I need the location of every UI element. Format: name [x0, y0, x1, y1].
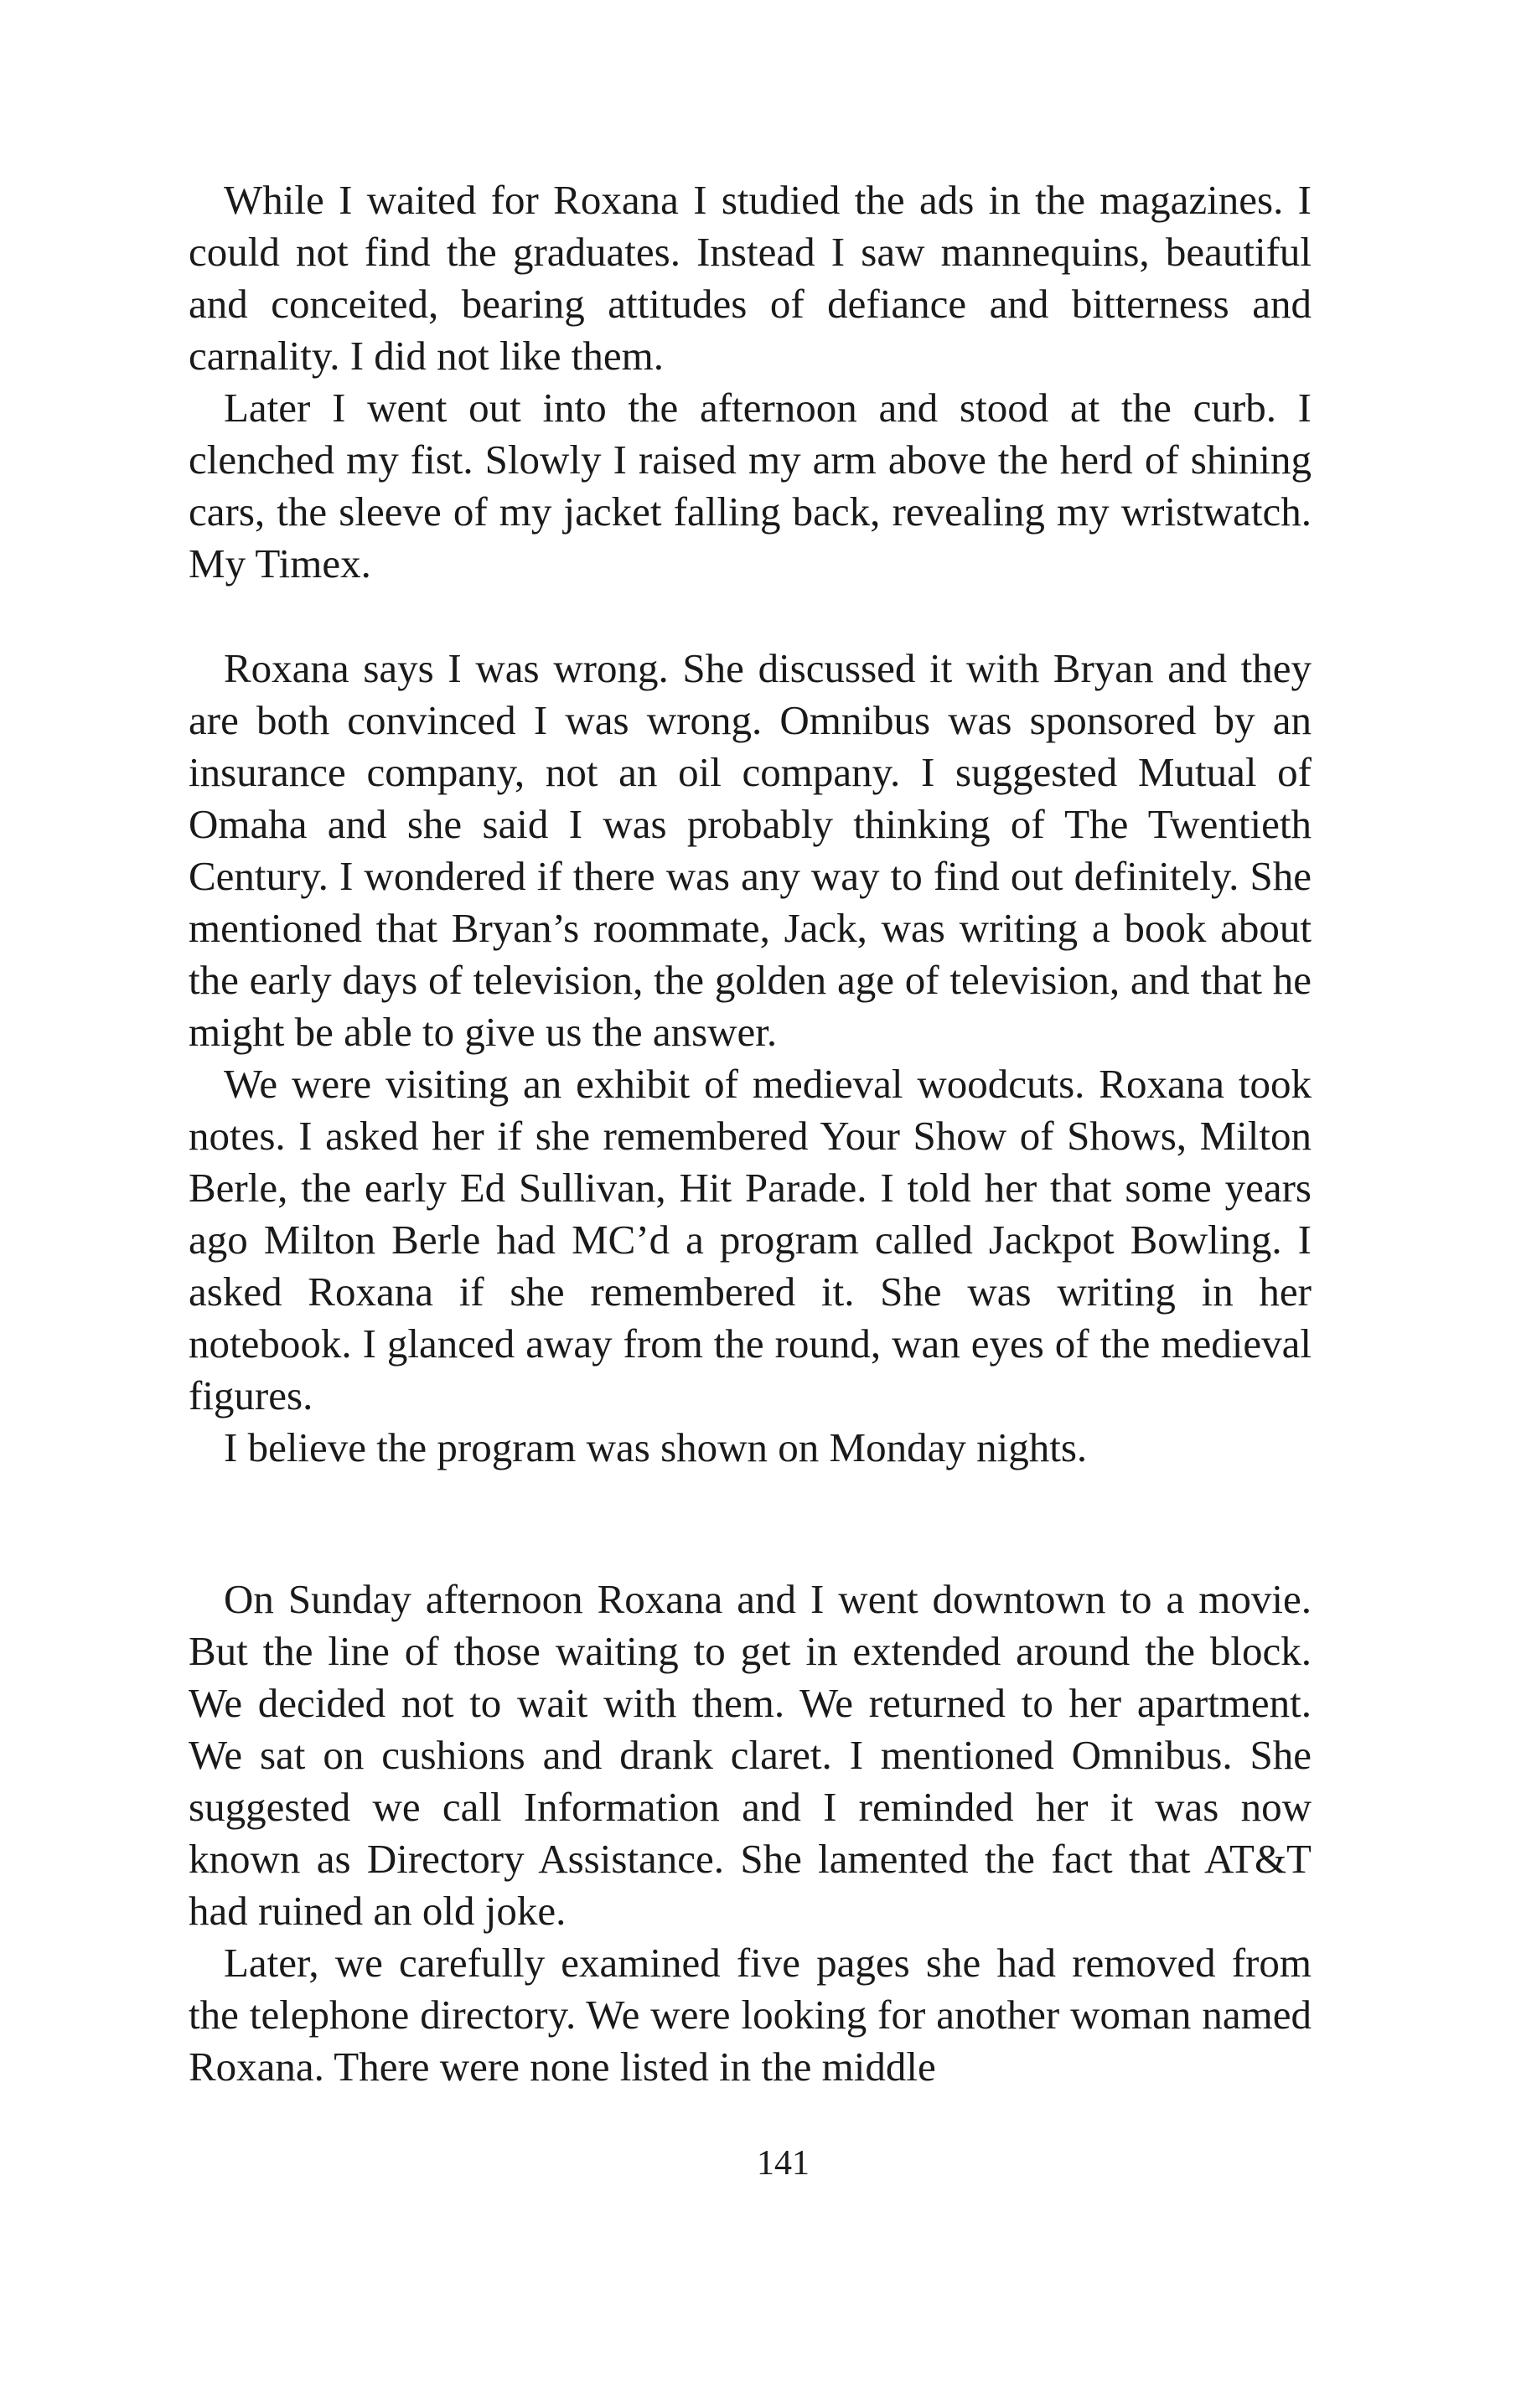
paragraph: I believe the program was shown on Monday nights. — [224, 1424, 1088, 1470]
text-section-2 — [189, 643, 1312, 1474]
paragraph: We were visiting an exhibit of medieval woodcuts. Roxana took notes. I asked her if she remembered Your Show of Shows, Milton Berle, the early Ed Sullivan, Hit Parade. I told her that some years ago Milton Berle had MC’d a program called Jackpot Bowling. I asked Roxana if she remembered it. She was writing in her notebook. I glanced away from the round, wan eyes of the medieval figures. — [189, 1061, 1312, 1418]
paragraph: While I waited for Roxana I studied the ads in the magazines. I could not find the graduates. Instead I saw mannequins, beautiful and conceited, bearing attitudes of defiance and bitterness and carnality. I did not like them. — [189, 177, 1312, 379]
paragraph: Roxana says I was wrong. She discussed it with Bryan and they are both convinced I was wrong. Omnibus was sponsored by an insurance company, not an oil company. I suggested Mutual of Omaha and she said I was probably thinking of The Twentieth Century. I wondered if there was any way to find out definitely. She mentioned that Bryan’s roommate, Jack, was writing a book about the early days of television, the golden age of television, and that he might be able to give us the answer. — [189, 645, 1312, 1055]
text-section-1 — [189, 174, 1312, 590]
paragraph: On Sunday afternoon Roxana and I went downtown to a movie. But the line of those waiting to get in extended around the block. We decided not to wait with them. We returned to her apartment. We sat on cushions and drank claret. I mentioned Omnibus. She suggested we call Information and I reminded her it was now known as Directory Assistance. She lamented the fact that AT&T had ruined an old joke. — [189, 1576, 1312, 1934]
page-number: 141 — [757, 2144, 810, 2183]
paragraph: Later I went out into the afternoon and stood at the curb. I clenched my fist. Slowly I raised my arm above the herd of shining cars, the sleeve of my jacket falling back, revealing my wristwatch. My Timex. — [189, 385, 1312, 586]
text-section-3 — [189, 1573, 1312, 2093]
paragraph: Later, we carefully examined five pages she had removed from the telephone directory. We were looking for another woman named Roxana. There were none listed in the middle — [189, 1940, 1312, 2090]
